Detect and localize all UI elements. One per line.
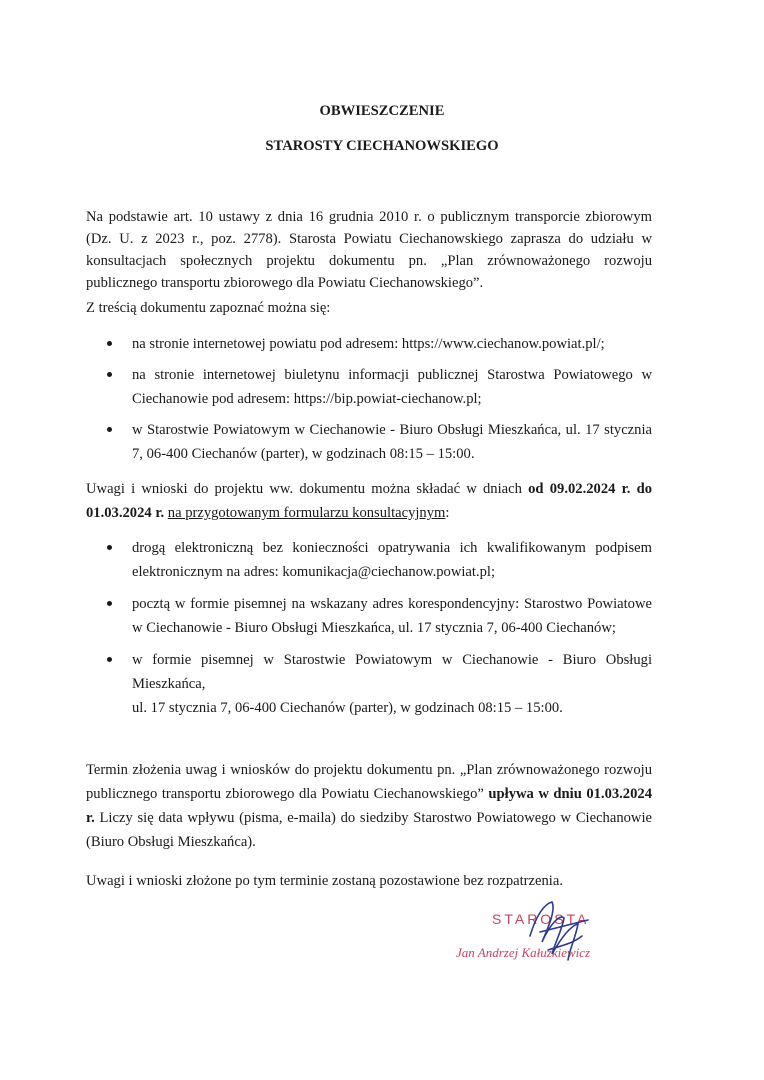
stamp-title: STAROSTA xyxy=(492,911,590,927)
remarks-colon: : xyxy=(445,505,450,521)
access-item-text: na stronie internetowej powiatu pod adresem: https://www.ciechanow.powiat.pl/; xyxy=(132,336,605,352)
late-notice: Uwagi i wnioski złożone po tym terminie zostaną pozostawione bez rozpatrzenia. xyxy=(86,873,563,889)
access-item-text: w Starostwie Powiatowym w Ciechanowie - Biuro Obsługi Mieszkańca, ul. 17 stycznia 7, 06-400 Ciechanów (parter), w godzinach 08:15 – 15:00. xyxy=(132,422,652,462)
list-item xyxy=(86,648,652,720)
intro-paragraph: Na podstawie art. 10 ustawy z dnia 16 grudnia 2010 r. o publicznym transporcie zbiorowym (Dz. U. z 2023 r., poz. 2778). Starosta Powiatu Ciechanowskiego zaprasza do udziału w konsultacjach społecznych projektu dokumentu pn. „Plan zrównoważonego rozwoju publicznego transportu zbiorowego dla Powiatu Ciechanowskiego”. xyxy=(86,209,652,291)
document-subtitle: STAROSTY CIECHANOWSKIEGO xyxy=(265,138,499,154)
document-title: OBWIESZCZENIE xyxy=(319,103,445,119)
bullet-icon xyxy=(107,657,112,662)
list-item xyxy=(86,418,652,466)
remarks-dates: od 09.02.2024 r. do 01.03.2024 r. xyxy=(86,481,652,521)
deadline-paragraph xyxy=(86,758,652,854)
handwritten-signature-icon xyxy=(452,896,652,986)
submission-item-text: pocztą w formie pisemnej na wskazany adres korespondencyjny: Starostwo Powiatowe w Ciechanowie - Biuro Obsługi Mieszkańca, ul. 17 stycznia 7, 06-400 Ciechanów; xyxy=(132,596,652,636)
deadline-date: upływa w dniu 01.03.2024 r. xyxy=(86,786,652,826)
bullet-icon xyxy=(107,601,112,606)
consultation-form-link: na przygotowanym formularzu konsultacyjnym xyxy=(167,505,446,521)
bullet-icon xyxy=(107,341,112,346)
submission-item-continuation: ul. 17 stycznia 7, 06-400 Ciechanów (parter), w godzinach 08:15 – 15:00. xyxy=(132,700,563,716)
bullet-icon xyxy=(107,545,112,550)
list-item xyxy=(86,536,652,584)
submission-item-text: drogą elektroniczną bez konieczności opatrywania ich kwalifikowanym podpisem elektronicznym na adres: komunikacja@ciechanow.powiat.pl; xyxy=(132,540,652,580)
deadline-text: Termin złożenia uwag i wniosków do projektu dokumentu pn. „Plan zrównoważonego rozwoju publicznego transportu zbiorowego dla Powiatu Ciechanowskiego” xyxy=(86,762,652,802)
remarks-paragraph xyxy=(86,477,652,525)
list-item xyxy=(86,332,652,356)
deadline-text-2: Liczy się data wpływu (pisma, e-maila) do siedziby Starostwo Powiatowego w Ciechanowie (Biuro Obsługi Mieszkańca). xyxy=(86,810,652,850)
submission-item-text: w formie pisemnej w Starostwie Powiatowym w Ciechanowie - Biuro Obsługi Mieszkańca, xyxy=(132,652,652,692)
submission-list xyxy=(86,536,652,728)
bullet-icon xyxy=(107,372,112,377)
list-item xyxy=(86,363,652,411)
bullet-icon xyxy=(107,427,112,432)
access-lead: Z treścią dokumentu zapoznać można się: xyxy=(86,300,331,316)
remarks-text: Uwagi i wnioski do projektu ww. dokumentu można składać w dniach xyxy=(86,481,529,497)
access-item-text: na stronie internetowej biuletynu informacji publicznej Starostwa Powiatowego w Ciechanowie pod adresem: https://bip.powiat-ciechanow.pl; xyxy=(132,367,652,407)
stamp-name: Jan Andrzej Kałużkiewicz xyxy=(456,945,591,960)
list-item xyxy=(86,592,652,640)
access-list xyxy=(86,332,652,473)
signature-block xyxy=(452,896,652,986)
